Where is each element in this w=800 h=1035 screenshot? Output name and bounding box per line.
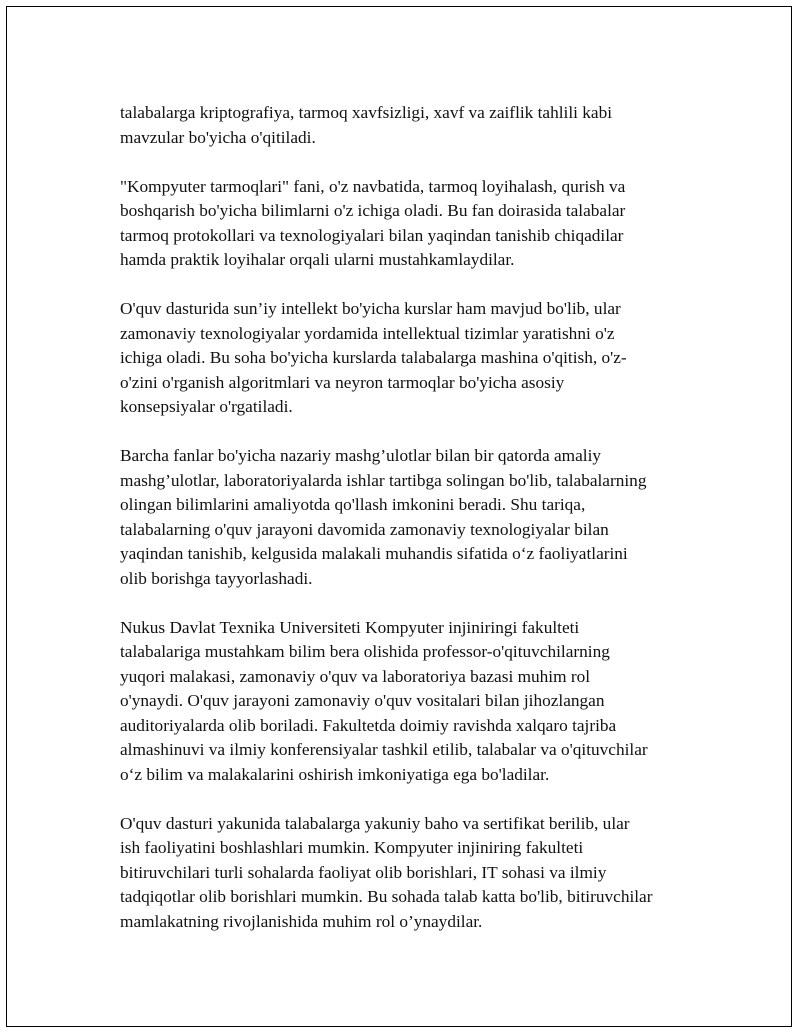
- text-line: tarmoq protokollari va texnologiyalari bilan yaqindan tanishib chiqadilar: [120, 225, 624, 245]
- text-line: Barcha fanlar bo'yicha nazariy mashg’ulotlar bilan bir qatorda amaliy: [120, 446, 602, 465]
- text-line: almashinuvi va ilmiy konferensiyalar tashkil etilib, talabalar va o'qituvchilar: [120, 740, 648, 759]
- text-line: boshqarish bo'yicha bilimlarni o'z ichiga oladi. Bu fan doirasida talabalar: [120, 201, 626, 220]
- text-line: bitiruvchilari turli sohalarda faoliyat olib borishlari, IT sohasi va ilmiy: [120, 862, 607, 882]
- document-body: [120, 101, 695, 959]
- paragraph-3: [120, 297, 695, 420]
- text-line: mavzular bo'yicha o'qitiladi.: [120, 127, 316, 147]
- text-line: olib borishga tayyorlashadi.: [120, 568, 313, 588]
- paragraph-1: [120, 101, 695, 150]
- text-line: o'ynaydi. O'quv jarayoni zamonaviy o'quv vositalari bilan jihozlangan: [120, 691, 605, 710]
- paragraph-6: [120, 812, 695, 935]
- text-line: "Kompyuter tarmoqlari" fani, o'z navbatida, tarmoq loyihalash, qurish va: [120, 176, 626, 196]
- text-line: O'quv dasturida sun’iy intellekt bo'yicha kurslar ham mavjud bo'lib, ular: [120, 299, 621, 318]
- text-line: mamlakatning rivojlanishida muhim rol o’ynaydilar.: [120, 911, 483, 931]
- text-line: talabalariga mustahkam bilim bera olishida professor-o'qituvchilarning: [120, 642, 610, 661]
- text-line: yaqindan tanishib, kelgusida malakali muhandis sifatida o‘z faoliyatlarini: [120, 544, 628, 563]
- paragraph-5: [120, 616, 695, 788]
- text-line: o‘z bilim va malakalarini oshirish imkoniyatiga ega bo'ladilar.: [120, 764, 550, 784]
- text-line: ichiga oladi. Bu soha bo'yicha kurslarda talabalarga mashina o'qitish, o'z-: [120, 348, 627, 367]
- text-line: tadqiqotlar olib borishlari mumkin. Bu sohada talab katta bo'lib, bitiruvchilar: [120, 887, 653, 906]
- text-line: ish faoliyatini boshlashlari mumkin. Kompyuter injiniring fakulteti: [120, 838, 584, 857]
- text-line: mashg’ulotlar, laboratoriyalarda ishlar tartibga solingan bo'lib, talabalarning: [120, 470, 647, 490]
- paragraph-2: [120, 175, 695, 273]
- text-line: olingan bilimlarini amaliyotda qo'llash imkonini beradi. Shu tariqa,: [120, 495, 586, 514]
- text-line: auditoriyalarda olib boriladi. Fakultetda doimiy ravishda xalqaro tajriba: [120, 715, 617, 735]
- text-line: Nukus Davlat Texnika Universiteti Kompyuter injiniringi fakulteti: [120, 617, 580, 637]
- text-line: zamonaviy texnologiyalar yordamida intellektual tizimlar yaratishni o'z: [120, 323, 615, 343]
- text-line: hamda praktik loyihalar orqali ularni mustahkamlaydilar.: [120, 250, 515, 269]
- text-line: O'quv dasturi yakunida talabalarga yakuniy baho va sertifikat berilib, ular: [120, 813, 630, 833]
- text-line: o'zini o'rganish algoritmlari va neyron tarmoqlar bo'yicha asosiy: [120, 372, 565, 392]
- paragraph-4: [120, 444, 695, 591]
- text-line: konsepsiyalar o'rgatiladi.: [120, 397, 293, 416]
- document-page: [6, 6, 792, 1027]
- text-line: talabalarga kriptografiya, tarmoq xavfsizligi, xavf va zaiflik tahlili kabi: [120, 103, 613, 122]
- text-line: talabalarning o'quv jarayoni davomida zamonaviy texnologiyalar bilan: [120, 519, 609, 539]
- text-line: yuqori malakasi, zamonaviy o'quv va laboratoriya bazasi muhim rol: [120, 666, 591, 686]
